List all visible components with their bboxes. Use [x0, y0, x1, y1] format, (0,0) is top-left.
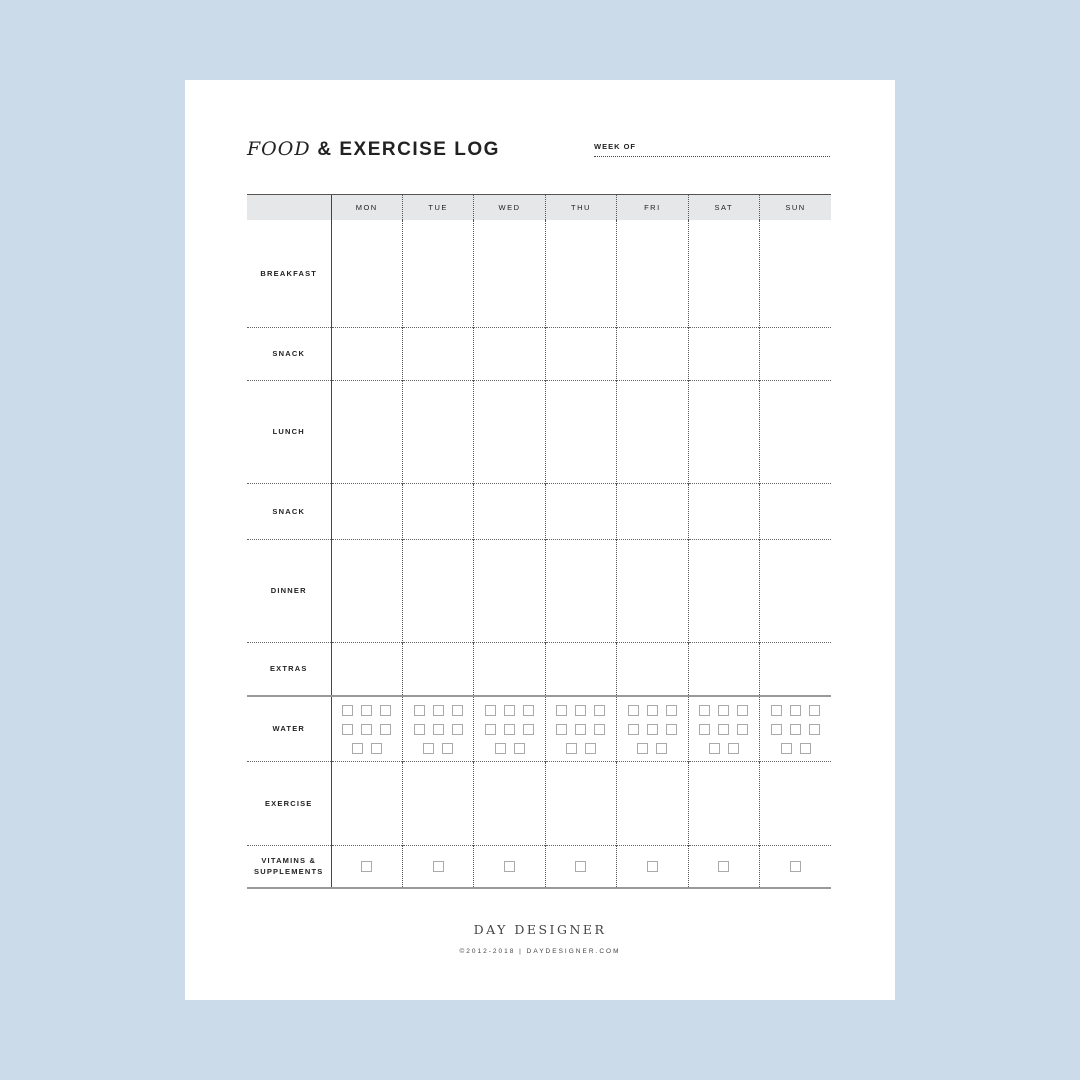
checkbox[interactable] [485, 705, 496, 716]
checkbox[interactable] [523, 724, 534, 735]
cell-fri[interactable] [617, 642, 688, 696]
row-label: EXERCISE [247, 761, 331, 845]
row-water [247, 696, 831, 761]
checkbox[interactable] [433, 724, 444, 735]
cell-sun[interactable] [760, 539, 831, 642]
cell-thu[interactable] [545, 483, 616, 539]
checkbox[interactable] [647, 705, 658, 716]
cell-wed[interactable] [474, 380, 545, 483]
cell-mon[interactable] [331, 327, 402, 380]
cell-sun[interactable] [760, 642, 831, 696]
checkbox[interactable] [594, 724, 605, 735]
checkbox[interactable] [414, 724, 425, 735]
checkbox[interactable] [737, 705, 748, 716]
row-label: DINNER [247, 539, 331, 642]
cell-thu[interactable] [545, 327, 616, 380]
checkbox[interactable] [514, 743, 525, 754]
checkbox[interactable] [380, 705, 391, 716]
checkbox[interactable] [575, 724, 586, 735]
cell-fri[interactable] [617, 696, 688, 761]
day-header-sat: SAT [688, 195, 759, 221]
checkbox[interactable] [647, 861, 658, 872]
week-of-label: WEEK OF [594, 142, 636, 151]
cell-fri[interactable] [617, 220, 688, 327]
cell-mon[interactable] [331, 483, 402, 539]
copyright: ©2012-2018 | DAYDESIGNER.COM [459, 948, 621, 955]
checkbox[interactable] [504, 861, 515, 872]
checkbox[interactable] [423, 743, 434, 754]
cell-mon[interactable] [331, 642, 402, 696]
row-label: BREAKFAST [247, 220, 331, 327]
checkbox[interactable] [628, 724, 639, 735]
checkbox[interactable] [566, 743, 577, 754]
checkbox[interactable] [637, 743, 648, 754]
checkbox[interactable] [556, 724, 567, 735]
cell-fri[interactable] [617, 539, 688, 642]
cell-sat[interactable] [688, 761, 759, 845]
cell-tue[interactable] [402, 380, 473, 483]
checkbox[interactable] [647, 724, 658, 735]
row-breakfast [247, 220, 831, 327]
checkbox[interactable] [594, 705, 605, 716]
cell-wed[interactable] [474, 642, 545, 696]
checkbox[interactable] [342, 705, 353, 716]
cell-wed[interactable] [474, 327, 545, 380]
cell-sat[interactable] [688, 539, 759, 642]
cell-sun[interactable] [760, 380, 831, 483]
checkbox[interactable] [809, 705, 820, 716]
day-header-row [247, 195, 831, 221]
row-lunch [247, 380, 831, 483]
cell-tue[interactable] [402, 483, 473, 539]
cell-sat[interactable] [688, 696, 759, 761]
row-label: VITAMINS & SUPPLEMENTS [247, 845, 331, 888]
checkbox[interactable] [809, 724, 820, 735]
checkbox[interactable] [790, 724, 801, 735]
checkbox[interactable] [433, 705, 444, 716]
week-of-line[interactable] [594, 152, 830, 157]
cell-sat[interactable] [688, 220, 759, 327]
checkbox[interactable] [371, 743, 382, 754]
cell-tue[interactable] [402, 696, 473, 761]
cell-sun[interactable] [760, 696, 831, 761]
cell-wed[interactable] [474, 761, 545, 845]
row-snack [247, 327, 831, 380]
cell-sun[interactable] [760, 845, 831, 888]
cell-wed[interactable] [474, 539, 545, 642]
checkbox[interactable] [666, 705, 677, 716]
cell-fri[interactable] [617, 483, 688, 539]
cell-tue[interactable] [402, 761, 473, 845]
cell-mon[interactable] [331, 539, 402, 642]
checkbox[interactable] [504, 724, 515, 735]
planner-page [185, 80, 895, 1000]
checkbox[interactable] [575, 861, 586, 872]
cell-wed[interactable] [474, 220, 545, 327]
cell-thu[interactable] [545, 696, 616, 761]
checkbox[interactable] [728, 743, 739, 754]
brand-logo: DAY DESIGNER [473, 922, 607, 937]
row-vitamins-supplements [247, 845, 831, 888]
day-header-fri: FRI [617, 195, 688, 221]
row-label: EXTRAS [247, 642, 331, 696]
cell-thu[interactable] [545, 380, 616, 483]
row-dinner [247, 539, 831, 642]
day-header-wed: WED [474, 195, 545, 221]
cell-mon[interactable] [331, 696, 402, 761]
checkbox[interactable] [352, 743, 363, 754]
checkbox[interactable] [495, 743, 506, 754]
checkbox[interactable] [361, 705, 372, 716]
cell-sun[interactable] [760, 327, 831, 380]
cell-thu[interactable] [545, 220, 616, 327]
cell-thu[interactable] [545, 642, 616, 696]
checkbox[interactable] [504, 705, 515, 716]
cell-sun[interactable] [760, 220, 831, 327]
day-header-thu: THU [545, 195, 616, 221]
cell-sat[interactable] [688, 327, 759, 380]
checkbox[interactable] [414, 705, 425, 716]
checkbox[interactable] [585, 743, 596, 754]
cell-sat[interactable] [688, 483, 759, 539]
cell-fri[interactable] [617, 845, 688, 888]
row-label: LUNCH [247, 380, 331, 483]
cell-tue[interactable] [402, 642, 473, 696]
checkbox[interactable] [656, 743, 667, 754]
checkbox[interactable] [380, 724, 391, 735]
checkbox[interactable] [790, 705, 801, 716]
day-header-sun: SUN [760, 195, 831, 221]
checkbox[interactable] [666, 724, 677, 735]
checkbox[interactable] [452, 705, 463, 716]
cell-tue[interactable] [402, 845, 473, 888]
cell-mon[interactable] [331, 380, 402, 483]
day-header-tue: TUE [402, 195, 473, 221]
row-label: SNACK [247, 483, 331, 539]
checkbox[interactable] [790, 861, 801, 872]
checkbox[interactable] [737, 724, 748, 735]
cell-tue[interactable] [402, 327, 473, 380]
checkbox[interactable] [718, 861, 729, 872]
cell-mon[interactable] [331, 761, 402, 845]
cell-wed[interactable] [474, 483, 545, 539]
checkbox[interactable] [361, 724, 372, 735]
cell-sun[interactable] [760, 483, 831, 539]
week-of-field[interactable] [594, 142, 830, 157]
cell-thu[interactable] [545, 761, 616, 845]
checkbox[interactable] [361, 861, 372, 872]
cell-sat[interactable] [688, 845, 759, 888]
cell-fri[interactable] [617, 327, 688, 380]
cell-wed[interactable] [474, 696, 545, 761]
cell-thu[interactable] [545, 539, 616, 642]
title-rest: & EXERCISE LOG [317, 139, 500, 160]
checkbox[interactable] [628, 705, 639, 716]
checkbox[interactable] [718, 724, 729, 735]
cell-sun[interactable] [760, 761, 831, 845]
cell-mon[interactable] [331, 845, 402, 888]
page-title [247, 138, 500, 161]
cell-sat[interactable] [688, 642, 759, 696]
day-header-mon: MON [331, 195, 402, 221]
row-label: WATER [247, 696, 331, 761]
cell-fri[interactable] [617, 761, 688, 845]
checkbox[interactable] [575, 705, 586, 716]
checkbox[interactable] [485, 724, 496, 735]
checkbox[interactable] [699, 724, 710, 735]
checkbox[interactable] [699, 705, 710, 716]
checkbox[interactable] [781, 743, 792, 754]
checkbox[interactable] [523, 705, 534, 716]
row-exercise [247, 761, 831, 845]
checkbox[interactable] [433, 861, 444, 872]
title-food: FOOD [247, 138, 311, 160]
cell-tue[interactable] [402, 539, 473, 642]
checkbox[interactable] [718, 705, 729, 716]
checkbox[interactable] [771, 705, 782, 716]
checkbox[interactable] [556, 705, 567, 716]
header-corner [247, 195, 331, 221]
row-label: SNACK [247, 327, 331, 380]
cell-sat[interactable] [688, 380, 759, 483]
row-snack [247, 483, 831, 539]
checkbox[interactable] [800, 743, 811, 754]
checkbox[interactable] [442, 743, 453, 754]
cell-thu[interactable] [545, 845, 616, 888]
cell-fri[interactable] [617, 380, 688, 483]
cell-tue[interactable] [402, 220, 473, 327]
checkbox[interactable] [342, 724, 353, 735]
log-table [247, 194, 831, 889]
checkbox[interactable] [771, 724, 782, 735]
cell-wed[interactable] [474, 845, 545, 888]
cell-mon[interactable] [331, 220, 402, 327]
row-extras [247, 642, 831, 696]
checkbox[interactable] [452, 724, 463, 735]
checkbox[interactable] [709, 743, 720, 754]
